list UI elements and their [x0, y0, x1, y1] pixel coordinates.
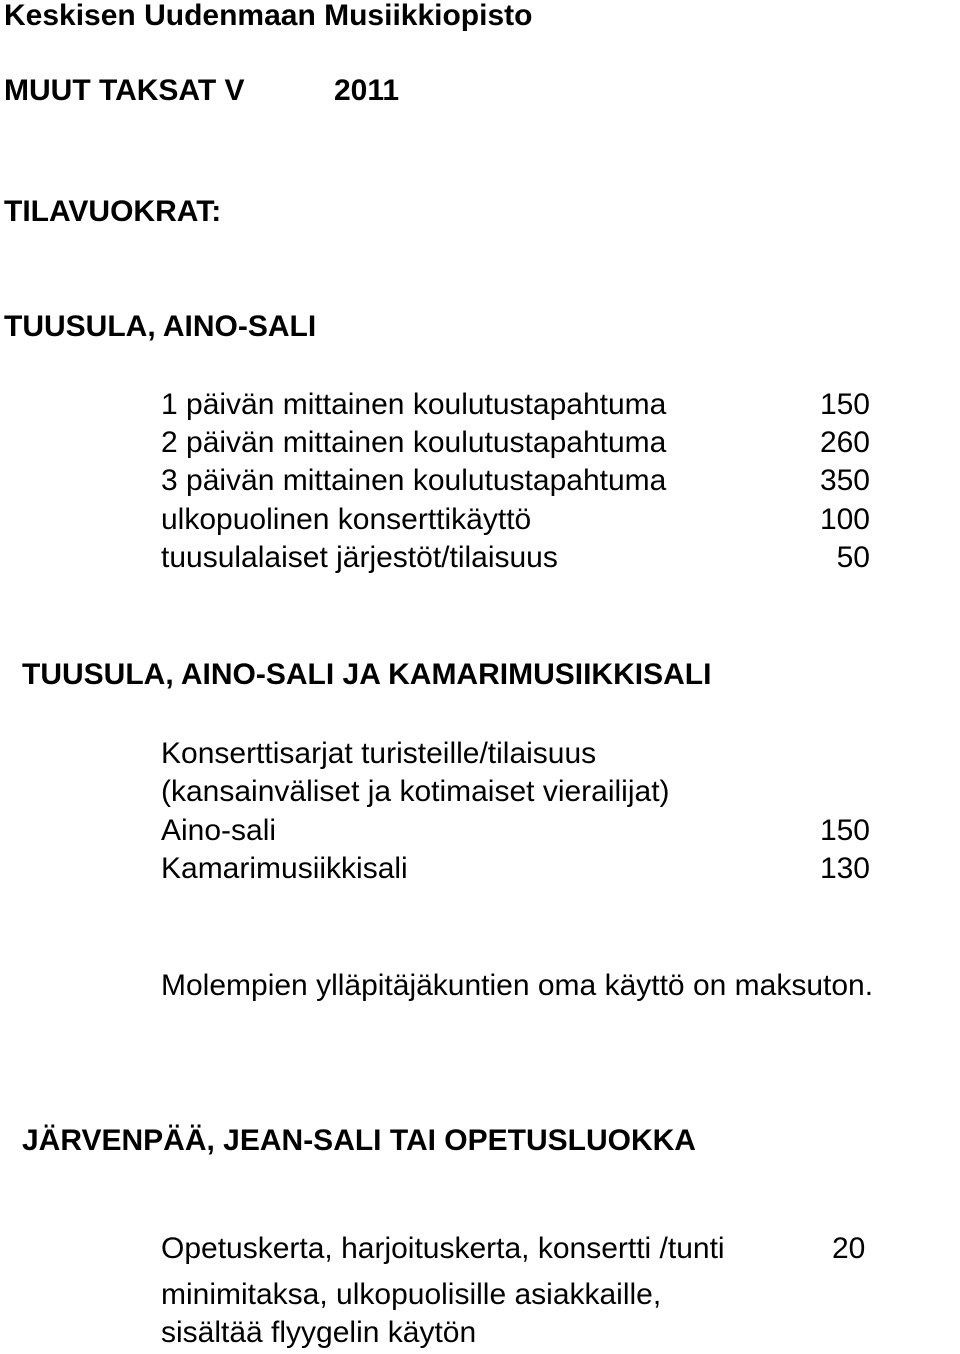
price-row-value: 50	[836, 541, 870, 574]
page-title-text: MUUT TAKSAT V	[4, 74, 245, 107]
organization-name: Keskisen Uudenmaan Musiikkiopisto	[4, 0, 533, 32]
minimum-fee-note-continued: sisältää flyygelin käytön	[161, 1316, 477, 1349]
concert-series-label: Konserttisarjat turisteille/tilaisuus	[161, 737, 597, 770]
concert-series-sublabel: (kansainväliset ja kotimaiset vierailijat)	[161, 775, 670, 808]
price-row-value: 20	[832, 1232, 866, 1265]
price-row-value: 150	[819, 388, 870, 421]
price-row-label: 2 päivän mittainen koulutustapahtuma	[161, 426, 667, 459]
free-use-note: Molempien ylläpitäjäkuntien oma käyttö on maksuton.	[161, 969, 874, 1002]
heading-tuusula-aino-sali: TUUSULA, AINO-SALI	[4, 310, 317, 343]
price-row-value: 130	[819, 852, 870, 885]
price-row-value: 260	[819, 426, 870, 459]
price-row-value: 350	[819, 464, 870, 497]
page-title-year: 2011	[334, 74, 400, 107]
price-row-label: Aino-sali	[161, 814, 277, 847]
price-row-label: tuusulalaiset järjestöt/tilaisuus	[161, 541, 558, 574]
minimum-fee-note: minimitaksa, ulkopuolisille asiakkaille,	[161, 1278, 662, 1311]
price-row-label: 1 päivän mittainen koulutustapahtuma	[161, 388, 667, 421]
price-row-label: ulkopuolinen konserttikäyttö	[161, 503, 532, 536]
price-row-label: Opetuskerta, harjoituskerta, konsertti /tunti	[161, 1232, 725, 1265]
price-row-label: 3 päivän mittainen koulutustapahtuma	[161, 464, 667, 497]
price-row-value: 150	[819, 814, 870, 847]
section-heading-tilavuokrat: TILAVUOKRAT:	[4, 195, 222, 228]
price-row-value: 100	[819, 503, 870, 536]
price-row-label: Kamarimusiikkisali	[161, 852, 408, 885]
heading-jarvenpaa: JÄRVENPÄÄ, JEAN-SALI TAI OPETUSLUOKKA	[22, 1124, 696, 1157]
heading-tuusula-both-halls: TUUSULA, AINO-SALI JA KAMARIMUSIIKKISALI	[22, 658, 712, 691]
